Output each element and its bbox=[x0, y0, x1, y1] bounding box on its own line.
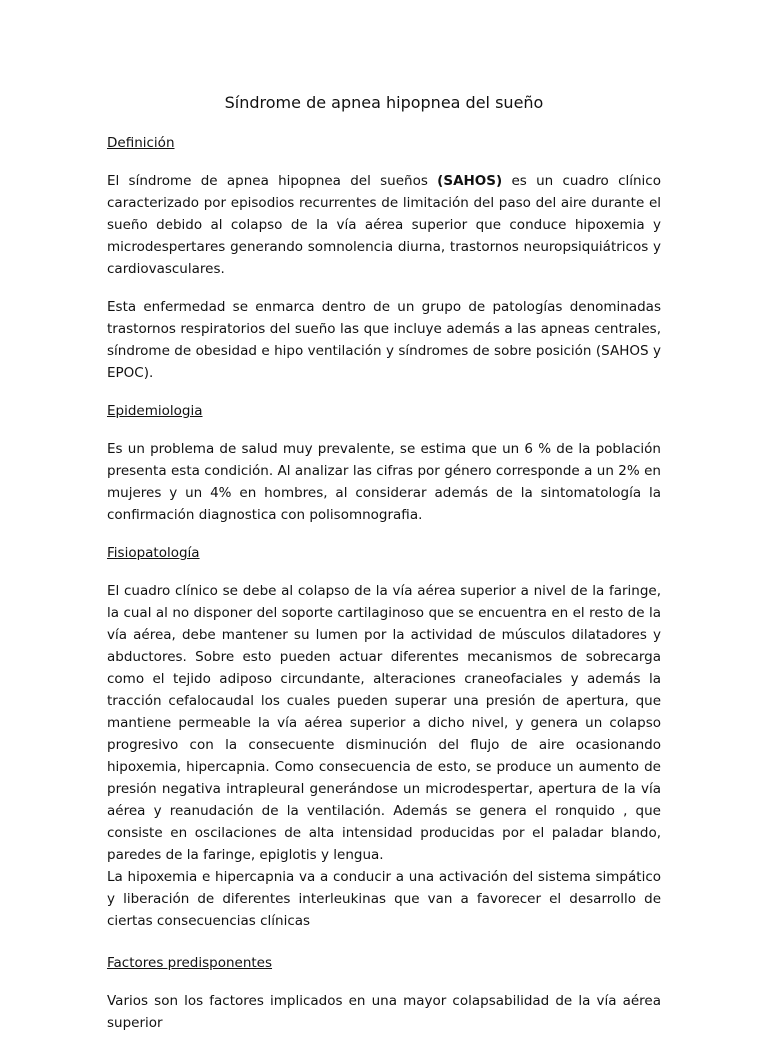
paragraph-factores-1: Varios son los factores implicados en una mayor colapsabilidad de la vía aérea superior bbox=[107, 993, 661, 1031]
document-title: Síndrome de apnea hipopnea del sueño bbox=[224, 93, 544, 112]
heading-fisiopatologia: Fisiopatología bbox=[107, 545, 200, 561]
paragraph-fisiopatologia-1: El cuadro clínico se debe al colapso de la vía aérea superior a nivel de la faringe, la cual al no disponer del soporte cartilaginoso que se encuentra en el resto de la vía aérea, debe mantener su lumen por la actividad de músculos dilatadores y abductores. Sobre esto pueden actuar diferentes mecanismos de sobrecarga como el tejido adiposo circundante, alteraciones craneofaciales y además la tracción cefalocaudal los cuales pueden superar una presión de apertura, que mantiene permeable la vía aérea superior a dicho nivel, y genera un colapso progresivo con la consecuente disminución del flujo de aire ocasionando hipoxemia, hipercapnia. Como consecuencia de esto, se produce un aumento de presión negativa intrapleural generándose un microdespertar, apertura de la vía aérea y reanudación de la ventilación. Además se genera el ronquido , que consiste en oscilaciones de alta intensidad producidas por el paladar blando, paredes de la faringe, epiglotis y lengua. bbox=[107, 583, 661, 863]
heading-definicion: Definición bbox=[107, 135, 175, 151]
sahos-acronym: (SAHOS) bbox=[437, 173, 503, 189]
paragraph-epidemiologia-1: Es un problema de salud muy prevalente, se estima que un 6 % de la población presenta esta condición. Al analizar las cifras por género corresponde a un 2% en mujeres y un 4% en hombres, al considerar además de la sintomatología la confirmación diagnostica con polisomnografia. bbox=[107, 441, 661, 523]
heading-factores: Factores predisponentes bbox=[107, 955, 273, 971]
heading-epidemiologia: Epidemiologia bbox=[107, 403, 203, 419]
paragraph-fisiopatologia-2: La hipoxemia e hipercapnia va a conducir a una activación del sistema simpático y liberación de diferentes interleukinas que van a favorecer el desarrollo de ciertas consecuencias clínicas bbox=[107, 869, 661, 929]
paragraph-definicion-2: Esta enfermedad se enmarca dentro de un grupo de patologías denominadas trastornos respiratorios del sueño las que incluye además a las apneas centrales, síndrome de obesidad e hipo ventilación y síndromes de sobre posición (SAHOS y EPOC). bbox=[107, 299, 661, 381]
paragraph-definicion-1-before: El síndrome de apnea hipopnea del sueños bbox=[107, 173, 438, 189]
paragraph-definicion-1-after: es un cuadro clínico caracterizado por episodios recurrentes de limitación del paso del aire durante el sueño debido al colapso de la vía aérea superior que conduce hipoxemia y microdespertares generando somnolencia diurna, trastornos neuropsiquiátricos y cardiovasculares. bbox=[107, 173, 661, 277]
paragraph-definicion-1 bbox=[107, 170, 661, 280]
document-page bbox=[107, 92, 661, 1050]
